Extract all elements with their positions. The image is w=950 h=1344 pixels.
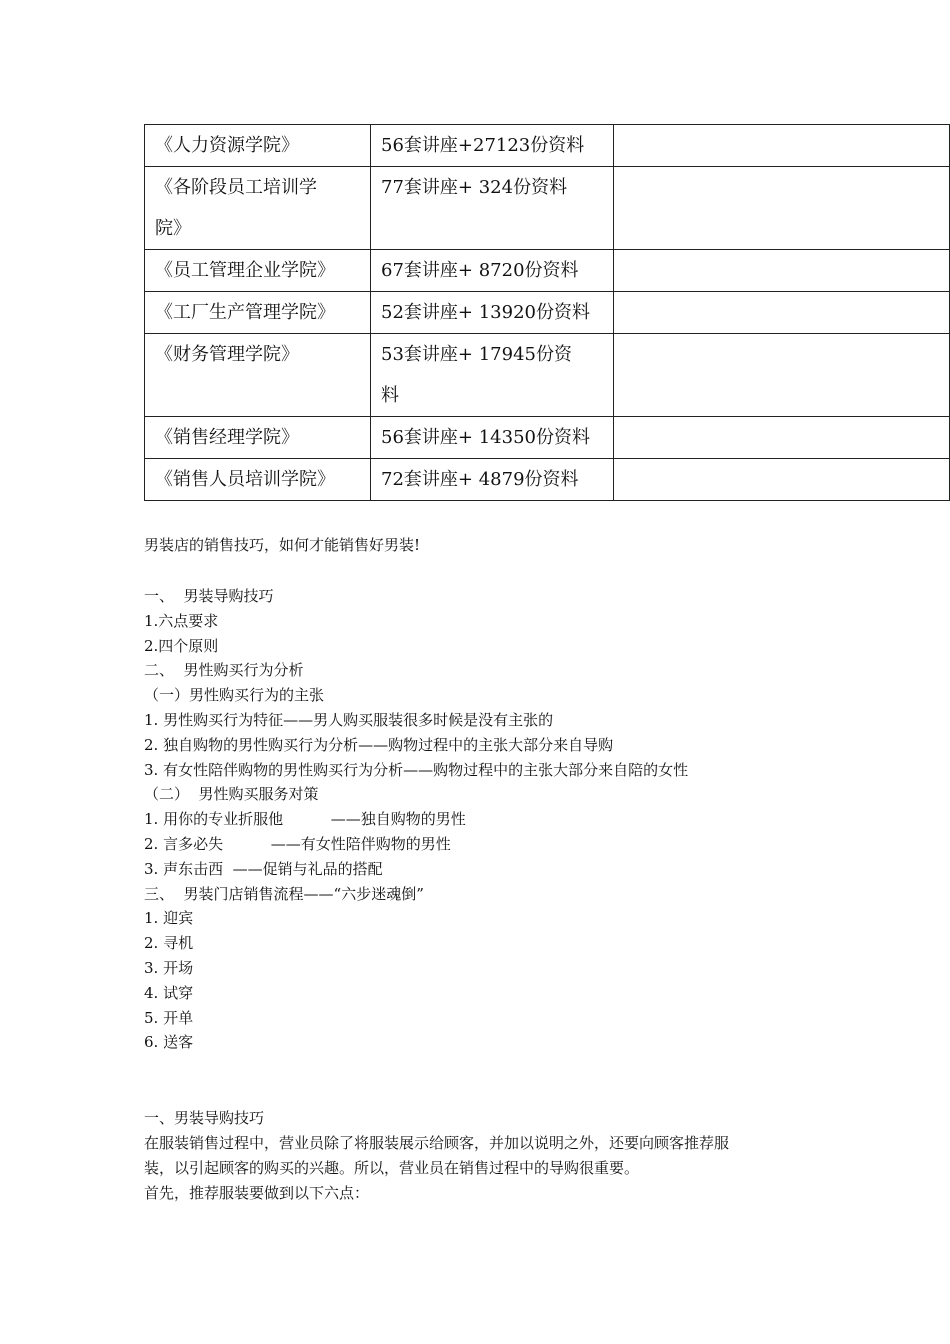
outline-item: 1. 男性购买行为特征——男人购买服装很多时候是没有主张的 [144,710,554,729]
empty-cell [614,292,950,334]
college-name-cell: 《销售人员培训学院》 [145,459,371,501]
outline-item: 2. 言多必失 ——有女性陪伴购物的男性 [144,834,451,853]
outline-subheading: （一）男性购买行为的主张 [144,686,325,705]
outline-item: 1. 迎宾 [144,909,194,928]
outline-item: 2.四个原则 [144,636,219,655]
content-count-cell: 56套讲座+ 14350份资料 [371,417,614,459]
content-count-cell: 52套讲座+ 13920份资料 [371,292,614,334]
empty-cell [614,167,950,250]
college-name-cell: 《各阶段员工培训学 院》 [145,167,371,250]
intro-title: 男装店的销售技巧，如何才能销售好男装! [144,536,421,554]
outline-item: 1. 用你的专业折服他 ——独自购物的男性 [144,810,466,829]
table-row [145,125,950,167]
outline-item: 2. 独自购物的男性购买行为分析——购物过程中的主张大部分来自导购 [144,735,614,754]
college-name-cell: 《工厂生产管理学院》 [145,292,371,334]
outline-list [144,584,688,1055]
outline-heading: 三、 男装门店销售流程——“六步迷魂倒” [144,884,424,903]
outline-heading: 二、 男性购买行为分析 [144,661,304,680]
paragraph-line: 在服装销售过程中，营业员除了将服装展示给顾客，并加以说明之外，还要向顾客推荐服 [144,1134,730,1152]
content-count-cell: 77套讲座+ 324份资料 [371,167,614,250]
content-count-cell: 67套讲座+ 8720份资料 [371,250,614,292]
college-name-cell: 《财务管理学院》 [145,334,371,417]
empty-cell [614,250,950,292]
table-row [145,292,950,334]
course-catalog-table [144,124,950,501]
outline-item: 4. 试穿 [144,983,194,1002]
outline-heading: 一、 男装导购技巧 [144,587,274,605]
table-row [145,459,950,501]
outline-item: 5. 开单 [144,1008,194,1027]
section-body [144,1106,814,1206]
outline-item: 3. 有女性陪伴购物的男性购买行为分析——购物过程中的主张大部分来自陪的女性 [144,760,689,779]
content-count-cell: 53套讲座+ 17945份资 料 [371,334,614,417]
paragraph-line: 首先，推荐服装要做到以下六点： [144,1184,370,1202]
outline-subheading: （二） 男性购买服务对策 [144,785,319,804]
outline-item: 3. 开场 [144,958,194,977]
table-row [145,417,950,459]
content-count-cell: 72套讲座+ 4879份资料 [371,459,614,501]
empty-cell [614,125,950,167]
table-row [145,250,950,292]
outline-item: 3. 声东击西 ——促销与礼品的搭配 [144,859,383,878]
table-row [145,334,950,417]
college-name-cell: 《销售经理学院》 [145,417,371,459]
table-row [145,167,950,250]
college-name-cell: 《人力资源学院》 [145,125,371,167]
empty-cell [614,334,950,417]
content-count-cell: 56套讲座+27123份资料 [371,125,614,167]
empty-cell [614,459,950,501]
outline-item: 1.六点要求 [144,611,219,630]
paragraph-line: 装，以引起顾客的购买的兴趣。所以，营业员在销售过程中的导购很重要。 [144,1159,640,1177]
section-heading: 一、男装导购技巧 [144,1109,265,1127]
outline-item: 6. 送客 [144,1033,194,1052]
college-name-cell: 《员工管理企业学院》 [145,250,371,292]
outline-item: 2. 寻机 [144,934,194,953]
empty-cell [614,417,950,459]
